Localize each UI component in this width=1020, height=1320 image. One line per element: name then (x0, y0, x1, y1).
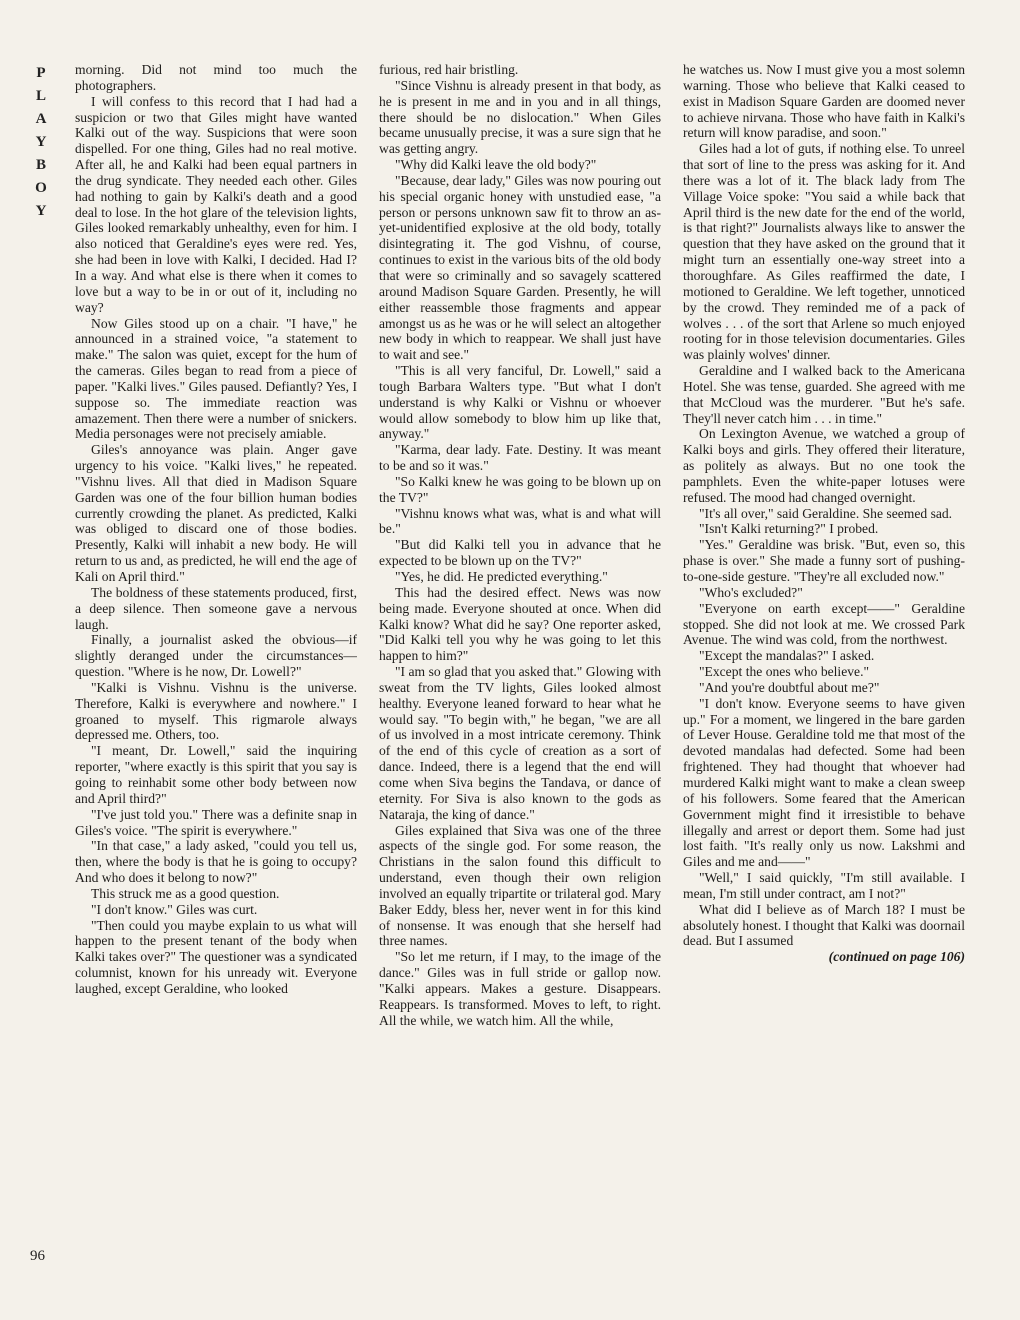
paragraph: "So let me return, if I may, to the image of the dance." Giles was in full stride or gallop now. "Kalki appears. Makes a gesture. Disappears. Reappears. Is transformed. Moves to left, to right. All the while, we watch him. All the while, (379, 949, 661, 1028)
paragraph: "Vishnu knows what was, what is and what will be." (379, 505, 661, 537)
paragraph: Finally, a journalist asked the obvious—if slightly deranged under the circumstances—question. "Where is he now, Dr. Lowell?" (75, 632, 357, 680)
paragraph: "Karma, dear lady. Fate. Destiny. It was meant to be and so it was." (379, 442, 661, 474)
masthead-letter: O (35, 180, 47, 196)
paragraph: Now Giles stood up on a chair. "I have," he announced in a strained voice, "a statement to make." The salon was quiet, except for the hum of the cameras. Giles began to read from a piece of paper. "Kalki lives." Giles paused. Defiantly? Yes, I suppose so. The immediate reaction was amazement. Then there were a number of snickers. Media personages were not precisely amiable. (75, 315, 357, 442)
paragraph: "Since Vishnu is already present in that body, as he is present in me and in you and in all things, there should be no dislocation." When Giles became unusually precise, it was a sure sign that he was getting angry. (379, 77, 661, 157)
paragraph: On Lexington Avenue, we watched a group of Kalki boys and girls. They offered their literature, as politely as always. But no one took the pamphlets. Even the white-paper lotuses were refused. The mood had changed overnight. (683, 426, 965, 505)
page-number: 96 (30, 1248, 45, 1264)
paragraph: Giles's annoyance was plain. Anger gave urgency to his voice. "Kalki lives," he repeated. "Vishnu lives. All that died in Madison Square Garden was one of the four billion human bodies currently crowding the planet. As predicted, Kalki was obliged to discard one of those bodies. Presently, Kalki will inhabit a new body. He will return to us and, as predicted, he will end the age of Kali on April third." (75, 442, 357, 584)
paragraph: The boldness of these statements produced, first, a deep silence. Then someone gave a nervous laugh. (75, 584, 357, 632)
paragraph: "Isn't Kalki returning?" I probed. (699, 521, 879, 537)
column-1 (75, 62, 357, 1282)
paragraph: "Because, dear lady," Giles was now pouring out his special organic honey with unstudied ease, "a person or persons unknown saw fit to throw an as-yet-unidentified explosive at the old body, totally disintegrating it. The god Vishnu, of course, continues to exist in the various bits of the old body that were so criminally and so savagely scattered around Madison Square Garden. Presently, he will either reassemble those fragments and appear amongst us as he was or he will select an altogether new body in which to reappear. We shall just have to wait and see." (379, 172, 661, 363)
paragraph: I will confess to this record that I had had a suspicion or two that Giles might have wanted Kalki out of the way. Suspicions that were soon dispelled. For one thing, Giles had no real motive. After all, he and Kalki had been equal partners in the drug syndicate. They needed each other. Giles had nothing to gain by Kalki's death and a good deal to lose. In the hot glare of the television lights, Giles looked remarkably unhealthy, even for him. I also noticed that Geraldine's eyes were red. Yes, she had been in love with Kalki, I decided. Had I? In a way. And what else is there when it comes to love but a way to be in or out of it, including no way? (75, 93, 357, 315)
paragraph: "But did Kalki tell you in advance that he expected to be blown up on the TV?" (379, 537, 661, 569)
paragraph: "I am so glad that you asked that." Glowing with sweat from the TV lights, Giles looked almost healthy. Everyone leaned forward to hear what he would say. "To begin with," he began, "we are all of us involved in a most intricate ceremony. Think of the end of this cycle of creation as a sort of dance. Indeed, there is a legend that the end will come when Siva begins the Tandava, or dance of eternity. For Siva is also known to the gods as Nataraja, the king of dance." (379, 664, 661, 822)
masthead-vertical (30, 62, 52, 223)
paragraph: "I don't know. Everyone seems to have given up." For a moment, we lingered in the bare garden of Lever House. Geraldine told me that most of the devoted mandalas had defected. Some had been frightened. They had thought that whoever had murdered Kalki might want to make a clean sweep of his followers. Some feared that the American Government might find it irresistible to behave illegally and arrest or deport them. Some had just lost faith. "It's really only us now. Lakshmi and Giles and me and——" (683, 695, 965, 870)
paragraph: "Kalki is Vishnu. Vishnu is the universe. Therefore, Kalki is everywhere and nowhere." I groaned to myself. This rigmarole always depressed me. Others, too. (75, 679, 357, 743)
paragraph: "I meant, Dr. Lowell," said the inquiring reporter, "where exactly is this spirit that you say is going to reinhabit some other body between now and April third?" (75, 743, 357, 806)
paragraph: "Everyone on earth except——" Geraldine stopped. She did not look at me. We crossed Park Avenue. The wind was cold, from the northwest. (683, 600, 965, 648)
column-2 (379, 62, 661, 1282)
continued-note: (continued on page 106) (828, 949, 965, 965)
paragraph: This had the desired effect. News was now being made. Everyone shouted at once. When did Kalki know? What did he say? One reporter asked, "Did Kalki tell you why he was going to let this happen to him?" (379, 584, 661, 664)
paragraph: "Yes, he did. He predicted everything." (395, 569, 608, 584)
paragraph: "It's all over," said Geraldine. She seemed sad. (699, 505, 953, 521)
paragraph: This struck me as a good question. (91, 885, 280, 901)
paragraph: "I've just told you." There was a definite snap in Giles's voice. "The spirit is everywhere." (75, 806, 357, 838)
paragraph: "This is all very fanciful, Dr. Lowell," said a tough Barbara Walters type. "But what I don't understand is why Kalki or Vishnu or whoever would allow somebody to blow him up like that, anyway." (379, 363, 661, 442)
masthead-letter: B (35, 157, 46, 173)
paragraph: Geraldine and I walked back to the Americana Hotel. She was tense, guarded. She agreed with me that McCloud was the murderer. "But he's safe. They'll never catch him . . . in time." (683, 363, 965, 426)
masthead-letter: Y (35, 203, 47, 219)
masthead-letter: L (35, 88, 46, 104)
paragraph: "Who's excluded?" (699, 584, 803, 600)
paragraph: "And you're doubtful about me?" (699, 679, 880, 695)
paragraph: "Then could you maybe explain to us what will happen to the present tenant of the body when Kalki takes over?" The questioner was a syndicated columnist, known for his unready wit. Everyone laughed, except Geraldine, who looked (75, 917, 357, 996)
masthead-letter: P (36, 65, 46, 81)
paragraph: "Yes." Geraldine was brisk. "But, even so, this phase is over." She made a funny sort of pushing-to-one-side gesture. "They're all excluded now." (683, 537, 965, 584)
paragraph: "Well," I said quickly, "I'm still available. I mean, I'm still under contract, am I not?" (683, 870, 965, 901)
column-3 (683, 62, 965, 1282)
masthead-letter: Y (35, 134, 47, 150)
paragraph: "Why did Kalki leave the old body?" (395, 157, 597, 173)
paragraph: "Except the ones who believe." (699, 664, 870, 680)
paragraph: morning. Did not mind too much the photographers. (75, 62, 357, 93)
paragraph: furious, red hair bristling. (379, 62, 519, 77)
paragraph: What did I believe as of March 18? I must be absolutely honest. I thought that Kalki was doornail dead. But I assumed (683, 901, 965, 949)
paragraph: he watches us. Now I must give you a most solemn warning. Those who believe that Kalki ceased to exist in Madison Square Garden are doomed never to achieve nirvana. Those who have faith in Kalki's return will know paradise, and soon." (683, 62, 965, 141)
paragraph: "Except the mandalas?" I asked. (699, 648, 875, 664)
paragraph: Giles explained that Siva was one of the three aspects of the single god. For some reason, the Christians in the salon found this difficult to understand, even though their own religion involved an equally tripartite or trilateral god. Mary Baker Eddy, bless her, never went in for this kind of nonsense. It was enough that she herself had three names. (379, 822, 661, 949)
paragraph: "I don't know." Giles was curt. (91, 901, 258, 917)
article-body (75, 62, 965, 1282)
masthead-letter: A (35, 111, 47, 127)
paragraph: Giles had a lot of guts, if nothing else. To unreel that sort of line to the press was asking for it. And there was a lot of it. The black lady from The Village Voice spoke: "You said a while back that April third is the new date for the end of the world, is that right?" Journalists always like to answer the question that they have asked on the ground that it might turn an essentially one-way street into a thoroughfare. As Giles reaffirmed the date, I motioned to Geraldine. We left together, unnoticed by the crowd. They reminded me of a pack of wolves . . . of the sort that Arlene so much enjoyed rooting for in those television documentaries. Giles was plainly wolves' dinner. (683, 141, 965, 363)
paragraph: "So Kalki knew he was going to be blown up on the TV?" (379, 473, 661, 505)
paragraph: "In that case," a lady asked, "could you tell us, then, where the body is that he is going to occupy? And who does it belong to now?" (75, 838, 357, 886)
